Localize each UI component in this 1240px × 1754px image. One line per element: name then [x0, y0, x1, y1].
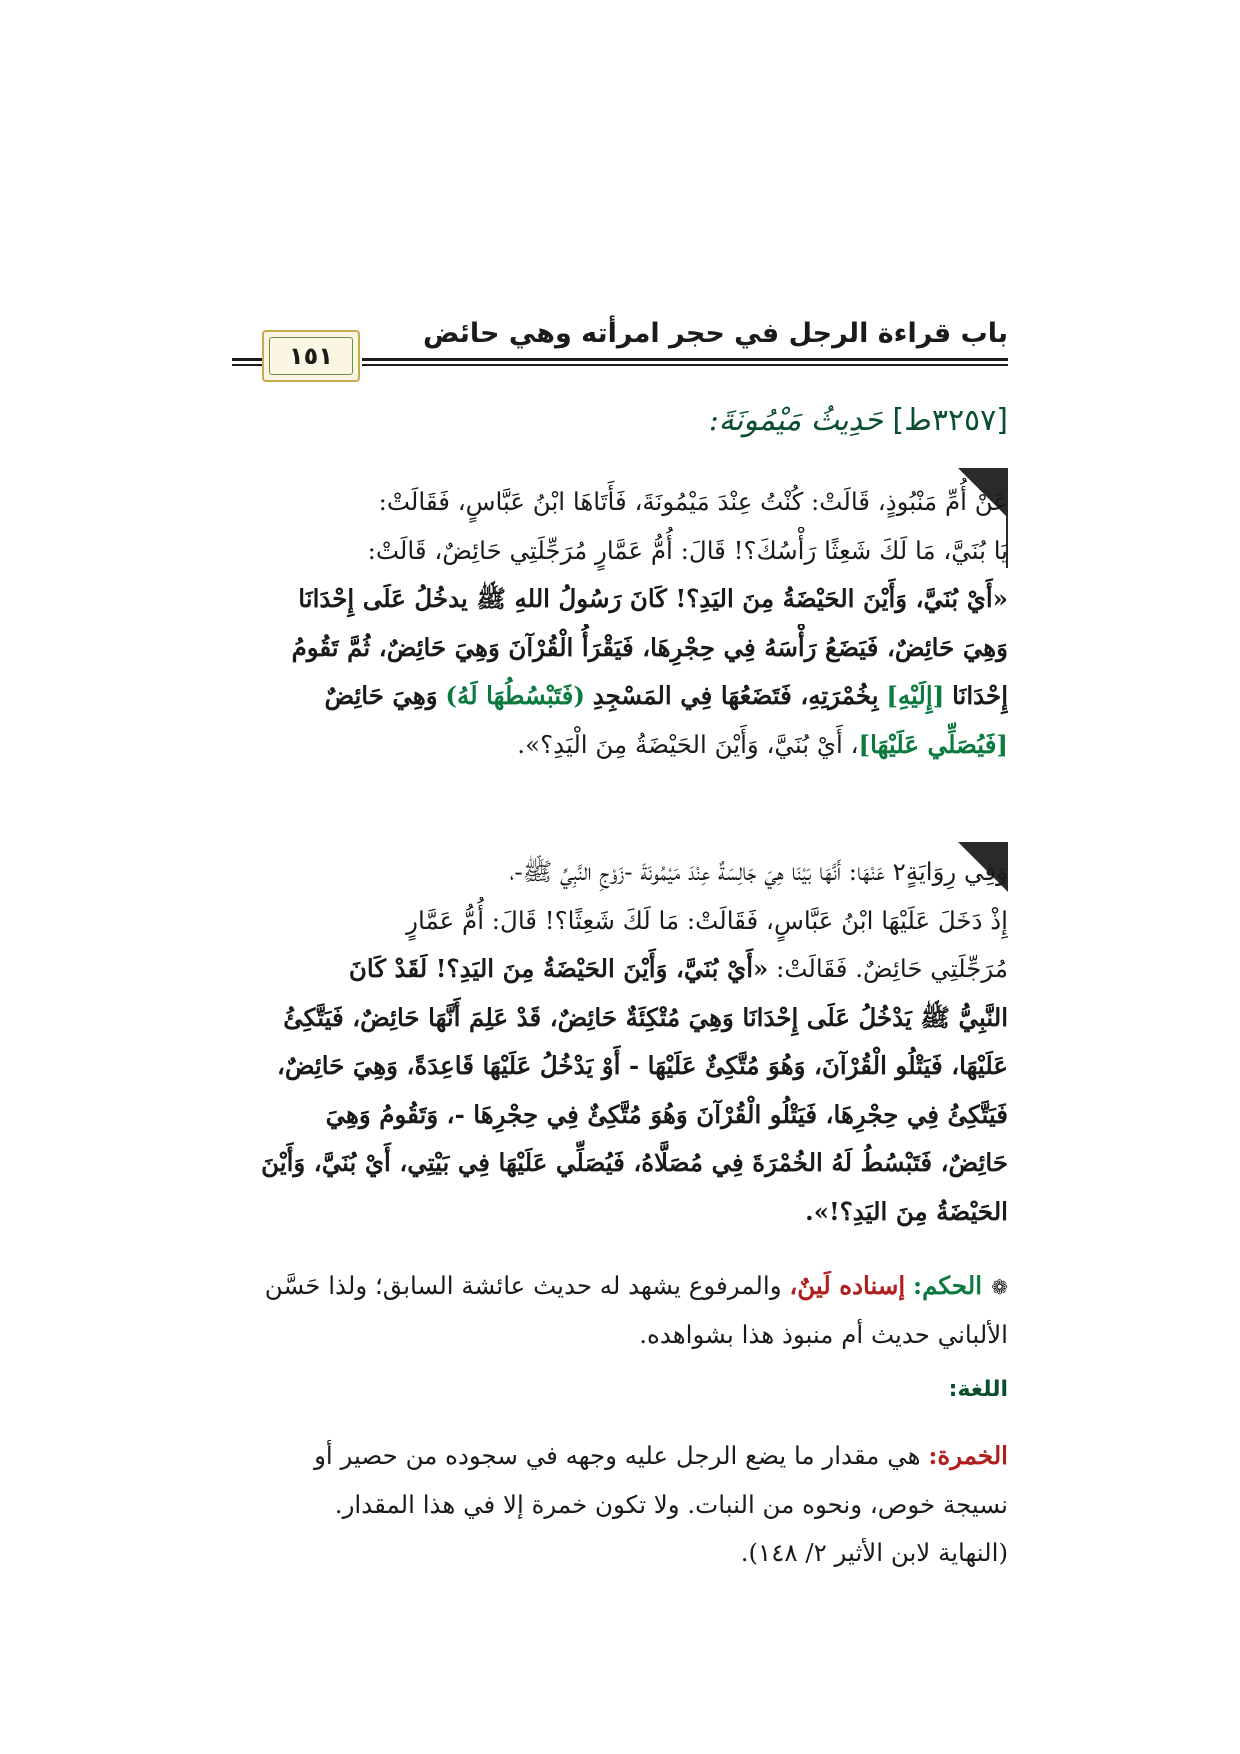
hadith-1-segment: بِخُمْرَتِهِ، فَتَضَعُهَا فِي المَسْجِدِ — [592, 681, 879, 710]
ruling-label: الحكم: — [913, 1271, 982, 1300]
hadith-2-line-3 — [232, 945, 1008, 994]
hadith-1-segment: وَهِيَ حَائِضٌ — [324, 681, 438, 710]
hadith-2-line-5: عَلَيْهَا، فَيَتْلُو الْقُرْآنَ، وَهُوَ مُتَّكِئٌ عَلَيْهَا - أَوْ يَدْخُلُ عَلَيْهَا قَاعِدَةً، وَهِيَ حَائِضٌ، — [276, 1051, 1008, 1080]
language-heading: اللغة: — [948, 1377, 1008, 1402]
ruling-text-1: والمرفوع يشهد له حديث عائشة السابق؛ ولذا حَسَّن — [264, 1271, 782, 1300]
hadith-1-line-3: «أَيْ بُنَيَّ، وَأَيْنَ الحَيْضَةُ مِنَ اليَدِ؟! كَانَ رَسُولُ اللهِ ﷺ يدخُلُ عَلَى إِحْدَانَا — [298, 584, 1008, 613]
hadith-1-text — [232, 478, 1008, 769]
language-line-3: (النهاية لابن الأثير ٢/ ١٤٨). — [740, 1538, 1008, 1567]
header-rule-right-bottom — [362, 364, 1008, 366]
ruling-verdict: إسناده لَينٌ، — [789, 1271, 906, 1300]
language-line-2: نسيجة خوص، ونحوه من النبات. ولا تكون خمرة إلا في هذا المقدار. — [334, 1489, 1008, 1519]
hadith-2-text — [232, 848, 1008, 1236]
hadith-1-line-5 — [232, 672, 1008, 721]
page-number: ١٥١ — [289, 342, 333, 370]
chapter-header-title: باب قراءة الرجل في حجر امرأته وهي حائض — [422, 318, 1008, 349]
hadith-2-line-8: الحَيْضَةُ مِنَ اليَدِ؟!». — [805, 1196, 1008, 1226]
flower-ornament-icon: ❁ — [991, 1275, 1008, 1299]
hadith-title: حَدِيثُ مَيْمُونَةَ: — [708, 403, 883, 438]
ruling-paragraph — [232, 1262, 1008, 1359]
hadith-2-line-7: حَائِضٌ، فَتَبْسُطُ لَهُ الخُمْرَةَ فِي مُصَلَّاهُ، فَيُصَلِّي عَلَيْهَا فِي بَيْتِي، أَيْ بُنَيَّ، وَأَيْنَ — [261, 1148, 1008, 1177]
glossary-term: الخمرة: — [928, 1441, 1008, 1470]
header-rule-left-top — [232, 358, 262, 361]
hadith-2-line-6: فَيَتَّكِئُ فِي حِجْرِهَا، فَيَتْلُو الْقُرْآنَ وَهُوَ مُتَّكِئٌ فِي حِجْرِهَا -، وَتَقُومُ وَهِيَ — [325, 1099, 1008, 1129]
page-number-badge — [262, 330, 360, 382]
hadith-reference-number: [٣٢٥٧ط] — [892, 403, 1008, 438]
hadith-1-variant-ilayhi: [إِلَيْهِ] — [886, 681, 945, 710]
hadith-1-variant-fayusalli: [فَيُصَلِّي عَلَيْهَا] — [858, 729, 1008, 759]
language-paragraph — [232, 1432, 1008, 1578]
hadith-1-line-1: عَنْ أُمِّ مَنْبُوذٍ، قَالَتْ: كُنْتُ عِنْدَ مَيْمُونَةَ، فَأَتَاهَا ابْنُ عَبَّاسٍ، فَقَالَتْ: — [378, 487, 1008, 516]
hadith-1-line-2: يَا بُنَيَّ، مَا لَكَ شَعِثًا رَأْسُكَ؟! قَالَ: أُمُّ عَمَّارٍ مُرَجِّلَتِي حَائِضٌ، قَالَتْ: — [367, 535, 1008, 565]
header-rule-right-top — [362, 358, 1008, 361]
language-line-1 — [232, 1432, 1008, 1481]
hadith-2-segment: مُرَجِّلَتِي حَائِضٌ. فَقَالَتْ: — [776, 954, 1008, 983]
ruling-line-2: الألباني حديث أم منبوذ هذا بشواهده. — [639, 1319, 1008, 1349]
hadith-1-line-6 — [232, 721, 1008, 770]
hadith-1-line-4: وَهِيَ حَائِضٌ، فَيَضَعُ رَأْسَهُ فِي حِجْرِهَا، فَيَقْرَأُ الْقُرْآنَ وَهِيَ حَائِضٌ، ثُمَّ تَقُومُ — [291, 632, 1008, 662]
hadith-2-segment-bold: «أَيْ بُنَيَّ، وَأَيْنَ الحَيْضَةُ مِنَ اليَدِ؟! لَقَدْ كَانَ — [348, 954, 769, 983]
hadith-2-line-4: النَّبِيُّ ﷺ يَدْخُلُ عَلَى إِحْدَانَا وَهِيَ مُتْكِئَةٌ حَائِضٌ، قَدْ عَلِمَ أَنَّهَا حَائِضٌ، فَيَتَّكِئُ — [283, 1002, 1008, 1032]
ruling-line-1 — [232, 1262, 1008, 1311]
hadith-1-variant-fatabsutuha: (فَتَبْسُطُهَا لَهُ) — [445, 681, 585, 710]
hadith-1-segment: إِحْدَانَا — [952, 681, 1008, 710]
hadith-1-segment: ، أَيْ بُنَيَّ، وَأَيْنَ الحَيْضَةُ مِنَ الْيَدِ؟». — [517, 729, 859, 759]
hadith-2-line-2: إِذْ دَخَلَ عَلَيْهَا ابْنُ عَبَّاسٍ، فَقَالَتْ: مَا لَكَ شَعِثًا؟! قَالَ: أُمُّ عَمَّارٍ — [406, 905, 1008, 935]
section-heading — [248, 403, 1008, 438]
header-rule-left-bottom — [232, 364, 262, 366]
hadith-2-line-1: وَفِي رِوَايَةٍ٢ عَنْهَا: أَنَّهَا بَيْنَا هِيَ جَالِسَةٌ عِنْدَ مَيْمُونَةَ -زَوْجِ النَّبِيِّ ﷺ-، — [509, 857, 1008, 886]
glossary-definition: هي مقدار ما يضع الرجل عليه وجهه في سجوده من حصير أو — [314, 1441, 921, 1470]
